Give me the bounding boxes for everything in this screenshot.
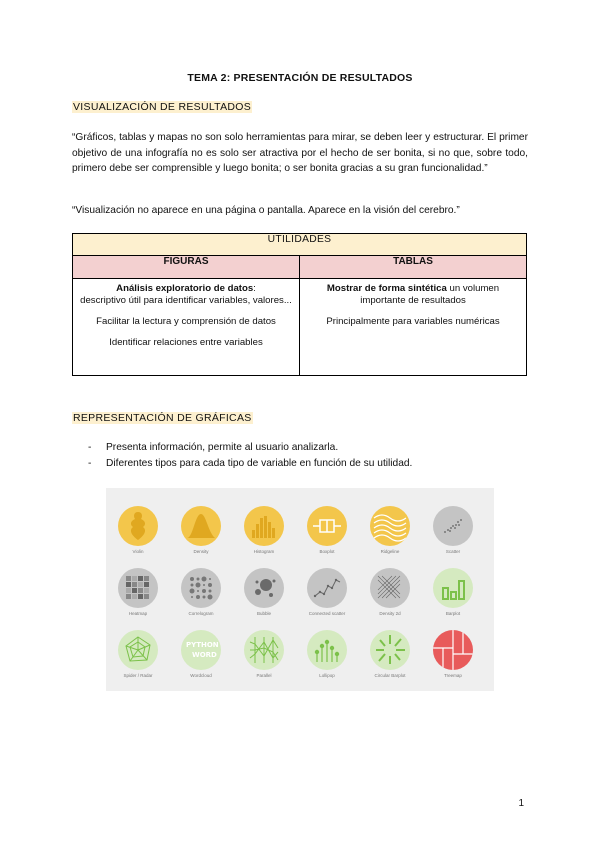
density-2d-icon bbox=[370, 568, 410, 608]
section-heading-representacion: REPRESENTACIÓN DE GRÁFICAS bbox=[73, 412, 252, 424]
gallery-caption: Bubble bbox=[256, 611, 271, 616]
barplot-chart-tile bbox=[427, 568, 479, 616]
density-2d-chart-tile bbox=[364, 568, 416, 616]
gallery-caption: Circular Barplot bbox=[374, 673, 406, 678]
density-icon bbox=[181, 506, 221, 546]
correlogram-chart-tile bbox=[175, 568, 227, 616]
bullet-list bbox=[88, 440, 412, 472]
figuras-colon: : bbox=[253, 283, 256, 294]
gallery-caption: Ridgeline bbox=[380, 549, 400, 554]
tablas-cell bbox=[300, 279, 527, 376]
spider-icon bbox=[118, 630, 158, 670]
circular-barplot-icon bbox=[370, 630, 410, 670]
gallery-caption: Wordcloud bbox=[190, 673, 212, 678]
connected-scatter-chart-tile bbox=[301, 568, 353, 616]
boxplot-icon bbox=[307, 506, 347, 546]
page-title: TEMA 2: PRESENTACIÓN DE RESULTADOS bbox=[187, 72, 413, 84]
tablas-description: un volumen importante de resultados bbox=[360, 283, 500, 306]
bubble-chart-tile bbox=[238, 568, 290, 616]
list-item: - Diferentes tipos para cada tipo de variable en función de su utilidad. bbox=[88, 456, 412, 472]
table-header-utilidades: UTILIDADES bbox=[73, 234, 527, 256]
lollipop-icon bbox=[307, 630, 347, 670]
gallery-caption: Heatmap bbox=[128, 611, 148, 616]
figuras-cell bbox=[73, 279, 300, 376]
figuras-item-2: Facilitar la lectura y comprensión de datos bbox=[96, 316, 276, 327]
utilidades-table bbox=[72, 233, 527, 376]
gallery-caption: Correlogram bbox=[188, 611, 214, 616]
lollipop-chart-tile bbox=[301, 630, 353, 678]
treemap-chart-tile bbox=[427, 630, 479, 678]
treemap-icon bbox=[433, 630, 473, 670]
gallery-caption: Density bbox=[193, 549, 209, 554]
wordcloud-word: PYTHON bbox=[186, 641, 219, 649]
gallery-caption: Connected scatter bbox=[308, 611, 346, 616]
ridgeline-icon bbox=[370, 506, 410, 546]
list-item: - Presenta información, permite al usuario analizarla. bbox=[88, 440, 412, 456]
gallery-caption: Treemap bbox=[444, 673, 462, 678]
column-header-tablas: TABLAS bbox=[300, 256, 527, 279]
violin-chart-tile bbox=[112, 506, 164, 554]
circular-barplot-chart-tile bbox=[364, 630, 416, 678]
correlogram-icon bbox=[181, 568, 221, 608]
barplot-icon bbox=[433, 568, 473, 608]
violin-icon bbox=[118, 506, 158, 546]
gallery-caption: Density 2d bbox=[379, 611, 401, 616]
tablas-bold-text: Mostrar de forma sintética bbox=[326, 283, 447, 294]
quote-paragraph-1: “Gráficos, tablas y mapas no son solo herramientas para mirar, se deben leer y estructurar. El primer objetivo de una infografía no es solo ser atractiva por el hecho de ser bonita, si no que, sobre todo, primero debe ser comprensible y luego bonita; o ser bonita gracias a su gran funcionalidad.” bbox=[72, 132, 528, 174]
wordcloud-word: WORD bbox=[192, 651, 217, 659]
parallel-chart-tile bbox=[238, 630, 290, 678]
figuras-description: descriptivo útil para identificar variables, valores... bbox=[80, 295, 292, 306]
tablas-item-2: Principalmente para variables numéricas bbox=[326, 316, 500, 327]
gallery-caption: Lollipop bbox=[319, 673, 335, 678]
density-chart-tile bbox=[175, 506, 227, 554]
chart-types-gallery bbox=[106, 488, 494, 691]
boxplot-chart-tile bbox=[301, 506, 353, 554]
gallery-caption: Barplot bbox=[445, 611, 461, 616]
ridgeline-chart-tile bbox=[364, 506, 416, 554]
wordcloud-chart-tile bbox=[175, 630, 227, 678]
gallery-caption: Boxplot bbox=[319, 549, 335, 554]
spider-radar-chart-tile bbox=[112, 630, 164, 678]
column-header-figuras: FIGURAS bbox=[73, 256, 300, 279]
figuras-bold-text: Análisis exploratorio de datos bbox=[116, 283, 254, 294]
page-number: 1 bbox=[518, 798, 524, 809]
quote-paragraph-2: “Visualización no aparece en una página o pantalla. Aparece en la visión del cerebro.” bbox=[72, 205, 460, 216]
gallery-caption: Parallel bbox=[256, 673, 272, 678]
scatter-icon bbox=[433, 506, 473, 546]
gallery-caption: Scatter bbox=[445, 549, 461, 554]
parallel-icon bbox=[244, 630, 284, 670]
histogram-chart-tile bbox=[238, 506, 290, 554]
gallery-caption: Spider / Radar bbox=[123, 673, 153, 678]
gallery-caption: Violin bbox=[132, 549, 144, 554]
histogram-icon bbox=[244, 506, 284, 546]
heatmap-icon bbox=[118, 568, 158, 608]
bubble-icon bbox=[244, 568, 284, 608]
heatmap-chart-tile bbox=[112, 568, 164, 616]
scatter-chart-tile bbox=[427, 506, 479, 554]
figuras-item-3: Identificar relaciones entre variables bbox=[109, 337, 263, 348]
wordcloud-icon bbox=[181, 630, 221, 670]
connected-scatter-icon bbox=[307, 568, 347, 608]
section-heading-visualizacion: VISUALIZACIÓN DE RESULTADOS bbox=[73, 101, 252, 113]
gallery-caption: Histogram bbox=[253, 549, 275, 554]
